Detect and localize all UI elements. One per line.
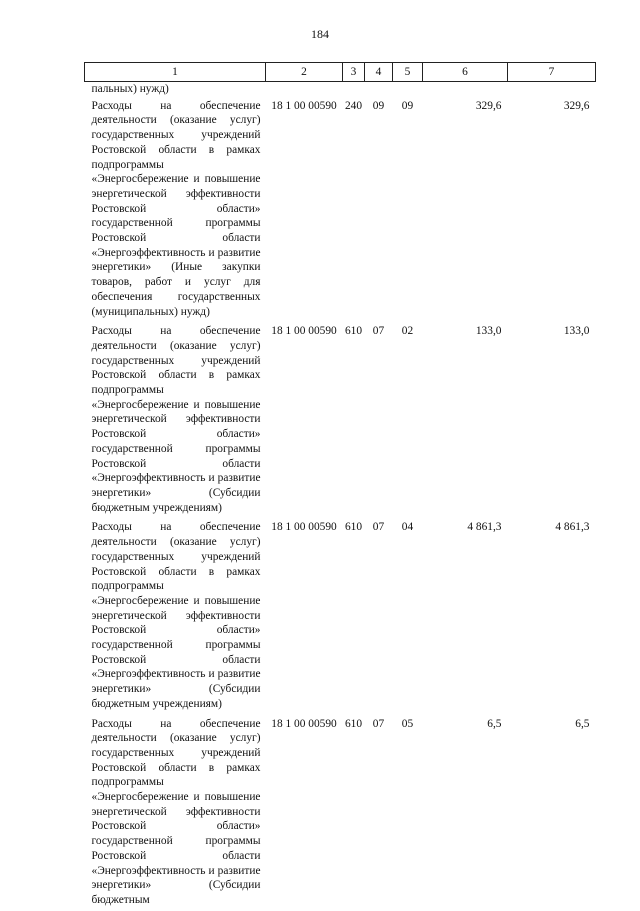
column-header: 7 (508, 63, 596, 82)
subsection-code: 02 (401, 325, 414, 338)
page-number: 184 (311, 27, 329, 41)
section-code: 07 (372, 521, 385, 534)
expense-type-code: 610 (344, 325, 363, 338)
target-article-code: 18 1 00 00590 (271, 99, 337, 112)
expense-description: Расходы на обеспечение деятельности (оказание услуг) государственных учреждений Ростовской области в рамках подпрограммы «Энергосбережение и повышение энергетической эффективности Ростовской области» государственной программы Ростовской области «Энергоэффективность и развитие энергетики» (Субсидии бюджетным (91, 717, 261, 906)
expense-description: Расходы на обеспечение деятельности (оказание услуг) государственных учреждений Ростовской области в рамках подпрограммы «Энергосбережение и повышение энергетической эффективности Ростовской области» государственной программы Ростовской области «Энергоэффективность и развитие энергетики» (Иные закупки товаров, работ и услуг для обеспечения государственных (муниципальных) нужд) (91, 99, 261, 318)
section-code: 07 (372, 717, 385, 730)
expense-type-code: 610 (344, 521, 363, 534)
table-row (85, 97, 596, 323)
amount-year-1: 6,5 (487, 717, 502, 730)
target-article-code: 18 1 00 00590 (271, 325, 337, 338)
table-header (85, 63, 596, 82)
amount-year-2: 329,6 (563, 99, 590, 112)
expense-type-code: 240 (344, 99, 363, 112)
amount-year-2: 6,5 (575, 717, 590, 730)
column-header: 6 (423, 63, 508, 82)
target-article-code: 18 1 00 00590 (271, 521, 337, 534)
expense-type-code: 610 (344, 717, 363, 730)
column-header: 4 (365, 63, 393, 82)
section-code: 07 (372, 325, 385, 338)
column-header: 1 (85, 63, 266, 82)
amount-year-1: 4 861,3 (467, 521, 502, 534)
budget-table (84, 62, 596, 911)
target-article-code: 18 1 00 00590 (271, 717, 337, 730)
column-header: 5 (393, 63, 423, 82)
continuation-text: пальных) нужд) (91, 83, 169, 95)
amount-year-1: 133,0 (475, 325, 502, 338)
table-row (85, 322, 596, 518)
subsection-code: 04 (401, 521, 414, 534)
table-row (85, 715, 596, 911)
amount-year-1: 329,6 (475, 99, 502, 112)
expense-description: Расходы на обеспечение деятельности (оказание услуг) государственных учреждений Ростовской области в рамках подпрограммы «Энергосбережение и повышение энергетической эффективности Ростовской области» государственной программы Ростовской области «Энергоэффективность и развитие энергетики» (Субсидии бюджетным учреждениям) (91, 521, 261, 710)
subsection-code: 05 (401, 717, 414, 730)
section-code: 09 (372, 99, 385, 112)
table-row (85, 518, 596, 714)
amount-year-2: 133,0 (563, 325, 590, 338)
column-header: 2 (266, 63, 343, 82)
subsection-code: 09 (401, 99, 414, 112)
amount-year-2: 4 861,3 (555, 521, 590, 534)
column-header: 3 (343, 63, 365, 82)
table-row (85, 82, 596, 97)
expense-description: Расходы на обеспечение деятельности (оказание услуг) государственных учреждений Ростовской области в рамках подпрограммы «Энергосбережение и повышение энергетической эффективности Ростовской области» государственной программы Ростовской области «Энергоэффективность и развитие энергетики» (Субсидии бюджетным учреждениям) (91, 325, 261, 514)
